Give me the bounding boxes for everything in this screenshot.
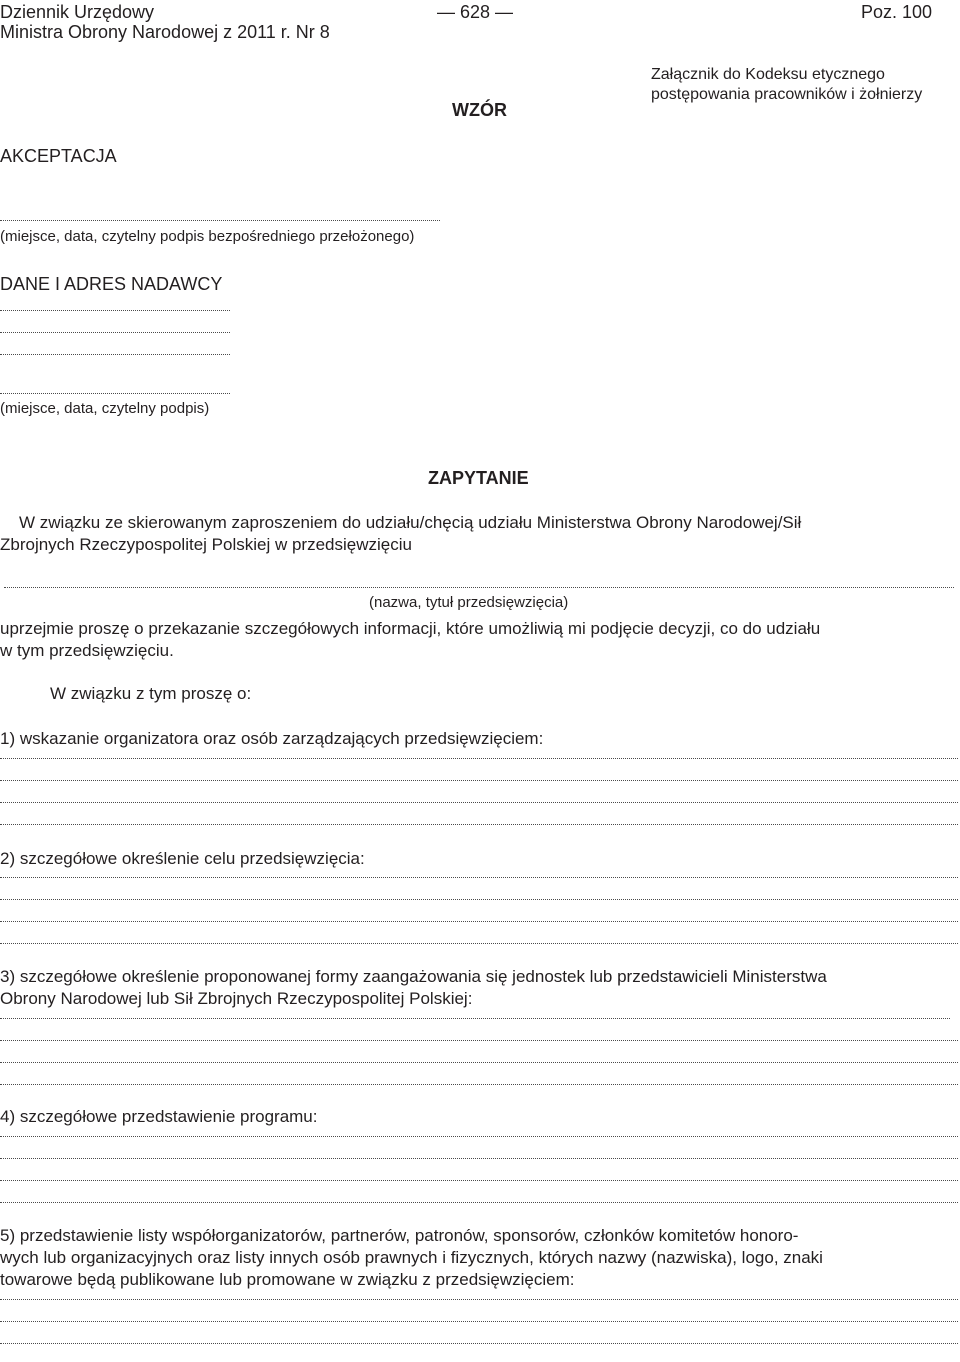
item-3-line-2: Obrony Narodowej lub Sił Zbrojnych Rzeczypospolitej Polskiej: [0, 989, 473, 1008]
answer-line [0, 1180, 958, 1181]
answer-line [0, 824, 958, 825]
answer-line [0, 1018, 950, 1019]
sender-title: DANE I ADRES NADAWCY [0, 274, 223, 294]
journal-title: Dziennik Urzędowy [0, 2, 155, 22]
item-5-line-2: wych lub organizacyjnych oraz listy innych osób prawnych i fizycznych, których nazwy (nazwiska), logo, znaki [0, 1248, 823, 1267]
answer-line [0, 758, 958, 759]
item-2-text: 2) szczegółowe określenie celu przedsięwzięcia: [0, 849, 365, 868]
sender-line [0, 354, 230, 355]
answer-line [0, 1084, 958, 1085]
item-3-line-1: 3) szczegółowe określenie proponowanej formy zaangażowania się jednostek lub przedstawicieli Ministerstwa [0, 967, 827, 986]
item-1-text: 1) wskazanie organizatora oraz osób zarządzających przedsięwzięciem: [0, 729, 544, 748]
sender-line [0, 332, 230, 333]
event-name-line [4, 587, 954, 588]
intro-line-1: W związku ze skierowanym zaproszeniem do udziału/chęcią udziału Ministerstwa Obrony Narodowej/Sił [19, 513, 802, 532]
main-title: ZAPYTANIE [428, 468, 529, 488]
item-5-line-1: 5) przedstawienie listy współorganizatorów, partnerów, patronów, sponsorów, członków komitetów honoro- [0, 1226, 799, 1245]
answer-line [0, 1321, 958, 1322]
answer-line [0, 1158, 958, 1159]
item-4-text: 4) szczegółowe przedstawienie programu: [0, 1107, 318, 1126]
answer-line [0, 1202, 958, 1203]
position-number: Poz. 100 [861, 2, 933, 22]
sender-signature-line [0, 393, 230, 394]
page-number: — 628 — [437, 2, 514, 22]
answer-line [0, 780, 958, 781]
sender-line [0, 310, 230, 311]
item-5-line-3: towarowe będą publikowane lub promowane w związku z przedsięwzięciem: [0, 1270, 575, 1289]
answer-line [0, 1343, 958, 1344]
acceptance-title: AKCEPTACJA [0, 146, 117, 166]
acceptance-caption: (miejsce, data, czytelny podpis bezpośredniego przełożonego) [0, 228, 415, 245]
request-line-1: uprzejmie proszę o przekazanie szczegółowych informacji, które umożliwią mi podjęcie decyzji, co do udziału [0, 619, 821, 638]
acceptance-signature-line [0, 220, 440, 221]
answer-line [0, 943, 958, 944]
answer-line [0, 1062, 958, 1063]
answer-line [0, 877, 958, 878]
answer-line [0, 1040, 958, 1041]
annex-line-2: postępowania pracowników i żołnierzy [651, 86, 923, 103]
answer-line [0, 899, 958, 900]
event-name-caption: (nazwa, tytuł przedsięwzięcia) [369, 594, 569, 611]
template-label: WZÓR [452, 100, 507, 120]
answer-line [0, 1299, 958, 1300]
answer-line [0, 1136, 958, 1137]
answer-line [0, 921, 958, 922]
ministry-line: Ministra Obrony Narodowej z 2011 r. Nr 8 [0, 22, 330, 42]
annex-line-1: Załącznik do Kodeksu etycznego [651, 66, 885, 83]
lead-text: W związku z tym proszę o: [50, 684, 252, 703]
request-line-2: w tym przedsięwzięciu. [0, 641, 174, 660]
answer-line [0, 802, 958, 803]
intro-line-2: Zbrojnych Rzeczypospolitej Polskiej w przedsięwzięciu [0, 535, 412, 554]
sender-caption: (miejsce, data, czytelny podpis) [0, 400, 210, 417]
